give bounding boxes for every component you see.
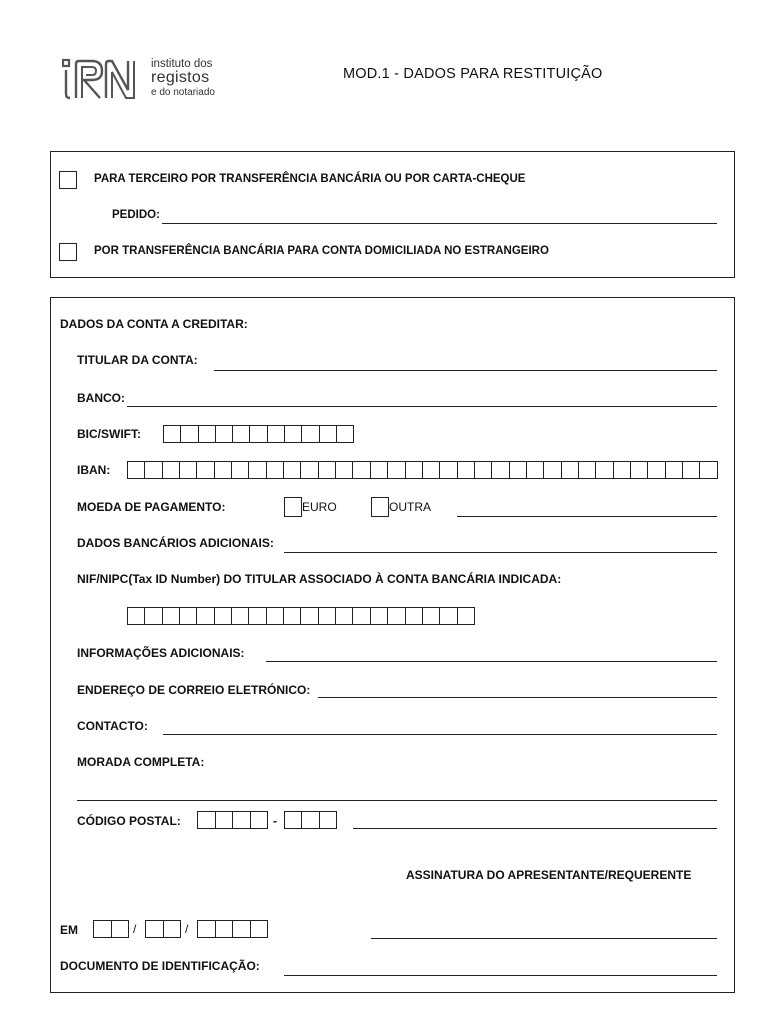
euro-checkbox[interactable]: [284, 497, 302, 517]
char-cell[interactable]: [128, 462, 145, 478]
char-cell[interactable]: [215, 462, 232, 478]
char-cell[interactable]: [353, 462, 370, 478]
char-cell[interactable]: [267, 462, 284, 478]
email-label: ENDEREÇO DE CORREIO ELETRÓNICO:: [77, 683, 311, 697]
char-cell[interactable]: [353, 608, 370, 624]
char-cell[interactable]: [544, 462, 561, 478]
char-cell[interactable]: [249, 462, 266, 478]
char-cell[interactable]: [301, 462, 318, 478]
pedido-label: PEDIDO:: [112, 209, 160, 221]
char-cell[interactable]: [458, 462, 475, 478]
char-cell[interactable]: [700, 462, 717, 478]
char-cell[interactable]: [164, 426, 181, 442]
informacoes-adicionais-input-line[interactable]: [266, 661, 717, 662]
char-cell[interactable]: [146, 921, 164, 937]
char-cell[interactable]: [320, 426, 337, 442]
char-cell[interactable]: [302, 812, 319, 828]
dados-bancarios-adicionais-label: DADOS BANCÁRIOS ADICIONAIS:: [77, 536, 274, 550]
euro-label: EURO: [302, 500, 337, 514]
email-input-line[interactable]: [318, 697, 717, 698]
char-cell[interactable]: [596, 462, 613, 478]
iban-cells[interactable]: [127, 461, 718, 479]
char-cell[interactable]: [251, 812, 269, 828]
char-cell[interactable]: [527, 462, 544, 478]
char-cell[interactable]: [216, 921, 234, 937]
moeda-label: MOEDA DE PAGAMENTO:: [77, 500, 226, 514]
char-cell[interactable]: [233, 812, 251, 828]
char-cell[interactable]: [197, 462, 214, 478]
char-cell[interactable]: [301, 608, 318, 624]
char-cell[interactable]: [112, 921, 130, 937]
char-cell[interactable]: [145, 462, 162, 478]
char-cell[interactable]: [302, 426, 319, 442]
char-cell[interactable]: [284, 608, 301, 624]
pedido-input-line[interactable]: [162, 223, 717, 224]
signature-line[interactable]: [371, 938, 717, 939]
informacoes-adicionais-label: INFORMAÇÕES ADICIONAIS:: [77, 646, 245, 660]
char-cell[interactable]: [683, 462, 700, 478]
char-cell[interactable]: [285, 812, 302, 828]
char-cell[interactable]: [406, 462, 423, 478]
option-third-party-checkbox[interactable]: [59, 171, 77, 189]
assinatura-label: ASSINATURA DO APRESENTANTE/REQUERENTE: [406, 868, 692, 882]
char-cell[interactable]: [250, 426, 267, 442]
char-cell[interactable]: [614, 462, 631, 478]
date-day-cells[interactable]: [93, 920, 129, 938]
section-account-data: [50, 297, 735, 993]
char-cell[interactable]: [198, 812, 216, 828]
bic-label: BIC/SWIFT:: [77, 427, 141, 441]
char-cell[interactable]: [440, 608, 457, 624]
logo-line-1: instituto dos: [151, 58, 213, 70]
char-cell[interactable]: [145, 608, 162, 624]
bic-cells[interactable]: [163, 425, 354, 443]
titular-input-line[interactable]: [214, 370, 717, 371]
char-cell[interactable]: [233, 426, 250, 442]
documento-identificacao-label: DOCUMENTO DE IDENTIFICAÇÃO:: [60, 959, 260, 973]
char-cell[interactable]: [337, 426, 354, 442]
titular-label: TITULAR DA CONTA:: [77, 353, 198, 367]
outra-checkbox[interactable]: [371, 497, 389, 517]
char-cell[interactable]: [128, 608, 145, 624]
form-title: MOD.1 - DADOS PARA RESTITUIÇÃO: [343, 66, 603, 82]
option-third-party-label: PARA TERCEIRO POR TRANSFERÊNCIA BANCÁRIA OU POR CARTA-CHEQUE: [94, 173, 526, 185]
char-cell[interactable]: [423, 462, 440, 478]
char-cell[interactable]: [458, 608, 475, 624]
char-cell[interactable]: [666, 462, 683, 478]
char-cell[interactable]: [562, 462, 579, 478]
date-month-cells[interactable]: [145, 920, 181, 938]
char-cell[interactable]: [199, 426, 216, 442]
codigo-postal-dash: -: [273, 814, 277, 828]
char-cell[interactable]: [268, 426, 285, 442]
char-cell[interactable]: [180, 462, 197, 478]
documento-identificacao-input-line[interactable]: [284, 975, 717, 976]
outra-label: OUTRA: [389, 500, 431, 514]
char-cell[interactable]: [631, 462, 648, 478]
char-cell[interactable]: [475, 462, 492, 478]
date-sep-2: /: [185, 922, 189, 936]
char-cell[interactable]: [406, 608, 423, 624]
char-cell[interactable]: [284, 462, 301, 478]
char-cell[interactable]: [423, 608, 440, 624]
contacto-input-line[interactable]: [163, 734, 717, 735]
logo-line-2: registos: [151, 69, 210, 86]
banco-input-line[interactable]: [127, 406, 717, 407]
dados-bancarios-adicionais-input-line[interactable]: [284, 552, 717, 553]
char-cell[interactable]: [319, 608, 336, 624]
char-cell[interactable]: [164, 921, 182, 937]
char-cell[interactable]: [233, 921, 251, 937]
char-cell[interactable]: [440, 462, 457, 478]
char-cell[interactable]: [371, 608, 388, 624]
contacto-label: CONTACTO:: [77, 719, 148, 733]
char-cell[interactable]: [336, 462, 353, 478]
codigo-postal-cells-b[interactable]: [284, 811, 337, 829]
em-label: EM: [60, 923, 78, 937]
char-cell[interactable]: [648, 462, 665, 478]
morada-label: MORADA COMPLETA:: [77, 755, 205, 769]
nif-label: NIF/NIPC(Tax ID Number) DO TITULAR ASSOCIADO À CONTA BANCÁRIA INDICADA:: [77, 572, 562, 586]
option-foreign-account-checkbox[interactable]: [59, 243, 77, 261]
char-cell[interactable]: [388, 608, 405, 624]
localidade-input-line[interactable]: [353, 828, 717, 829]
char-cell[interactable]: [320, 812, 337, 828]
date-sep-1: /: [133, 922, 137, 936]
char-cell[interactable]: [198, 921, 216, 937]
outra-input-line[interactable]: [457, 516, 717, 517]
iban-label: IBAN:: [77, 463, 111, 477]
char-cell[interactable]: [285, 426, 302, 442]
char-cell[interactable]: [197, 608, 214, 624]
char-cell[interactable]: [232, 608, 249, 624]
char-cell[interactable]: [388, 462, 405, 478]
char-cell[interactable]: [371, 462, 388, 478]
logo-line-3: e do notariado: [151, 87, 215, 98]
date-year-cells[interactable]: [197, 920, 268, 938]
irn-logo-mark-icon: [62, 58, 152, 100]
irn-logo: [62, 58, 222, 102]
codigo-postal-label: CÓDIGO POSTAL:: [77, 814, 181, 828]
char-cell[interactable]: [163, 462, 180, 478]
codigo-postal-cells-a[interactable]: [197, 811, 268, 829]
char-cell[interactable]: [492, 462, 509, 478]
char-cell[interactable]: [163, 608, 180, 624]
option-foreign-account-label: POR TRANSFERÊNCIA BANCÁRIA PARA CONTA DOMICILIADA NO ESTRANGEIRO: [94, 245, 549, 257]
char-cell[interactable]: [181, 426, 198, 442]
char-cell[interactable]: [336, 608, 353, 624]
char-cell[interactable]: [267, 608, 284, 624]
char-cell[interactable]: [216, 812, 234, 828]
char-cell[interactable]: [251, 921, 269, 937]
char-cell[interactable]: [579, 462, 596, 478]
char-cell[interactable]: [216, 426, 233, 442]
account-data-heading: DADOS DA CONTA A CREDITAR:: [60, 317, 248, 331]
char-cell[interactable]: [249, 608, 266, 624]
char-cell[interactable]: [180, 608, 197, 624]
char-cell[interactable]: [319, 462, 336, 478]
char-cell[interactable]: [94, 921, 112, 937]
char-cell[interactable]: [215, 608, 232, 624]
banco-label: BANCO:: [77, 391, 125, 405]
morada-input-line[interactable]: [77, 800, 717, 801]
char-cell[interactable]: [510, 462, 527, 478]
nif-cells[interactable]: [127, 607, 475, 625]
char-cell[interactable]: [232, 462, 249, 478]
